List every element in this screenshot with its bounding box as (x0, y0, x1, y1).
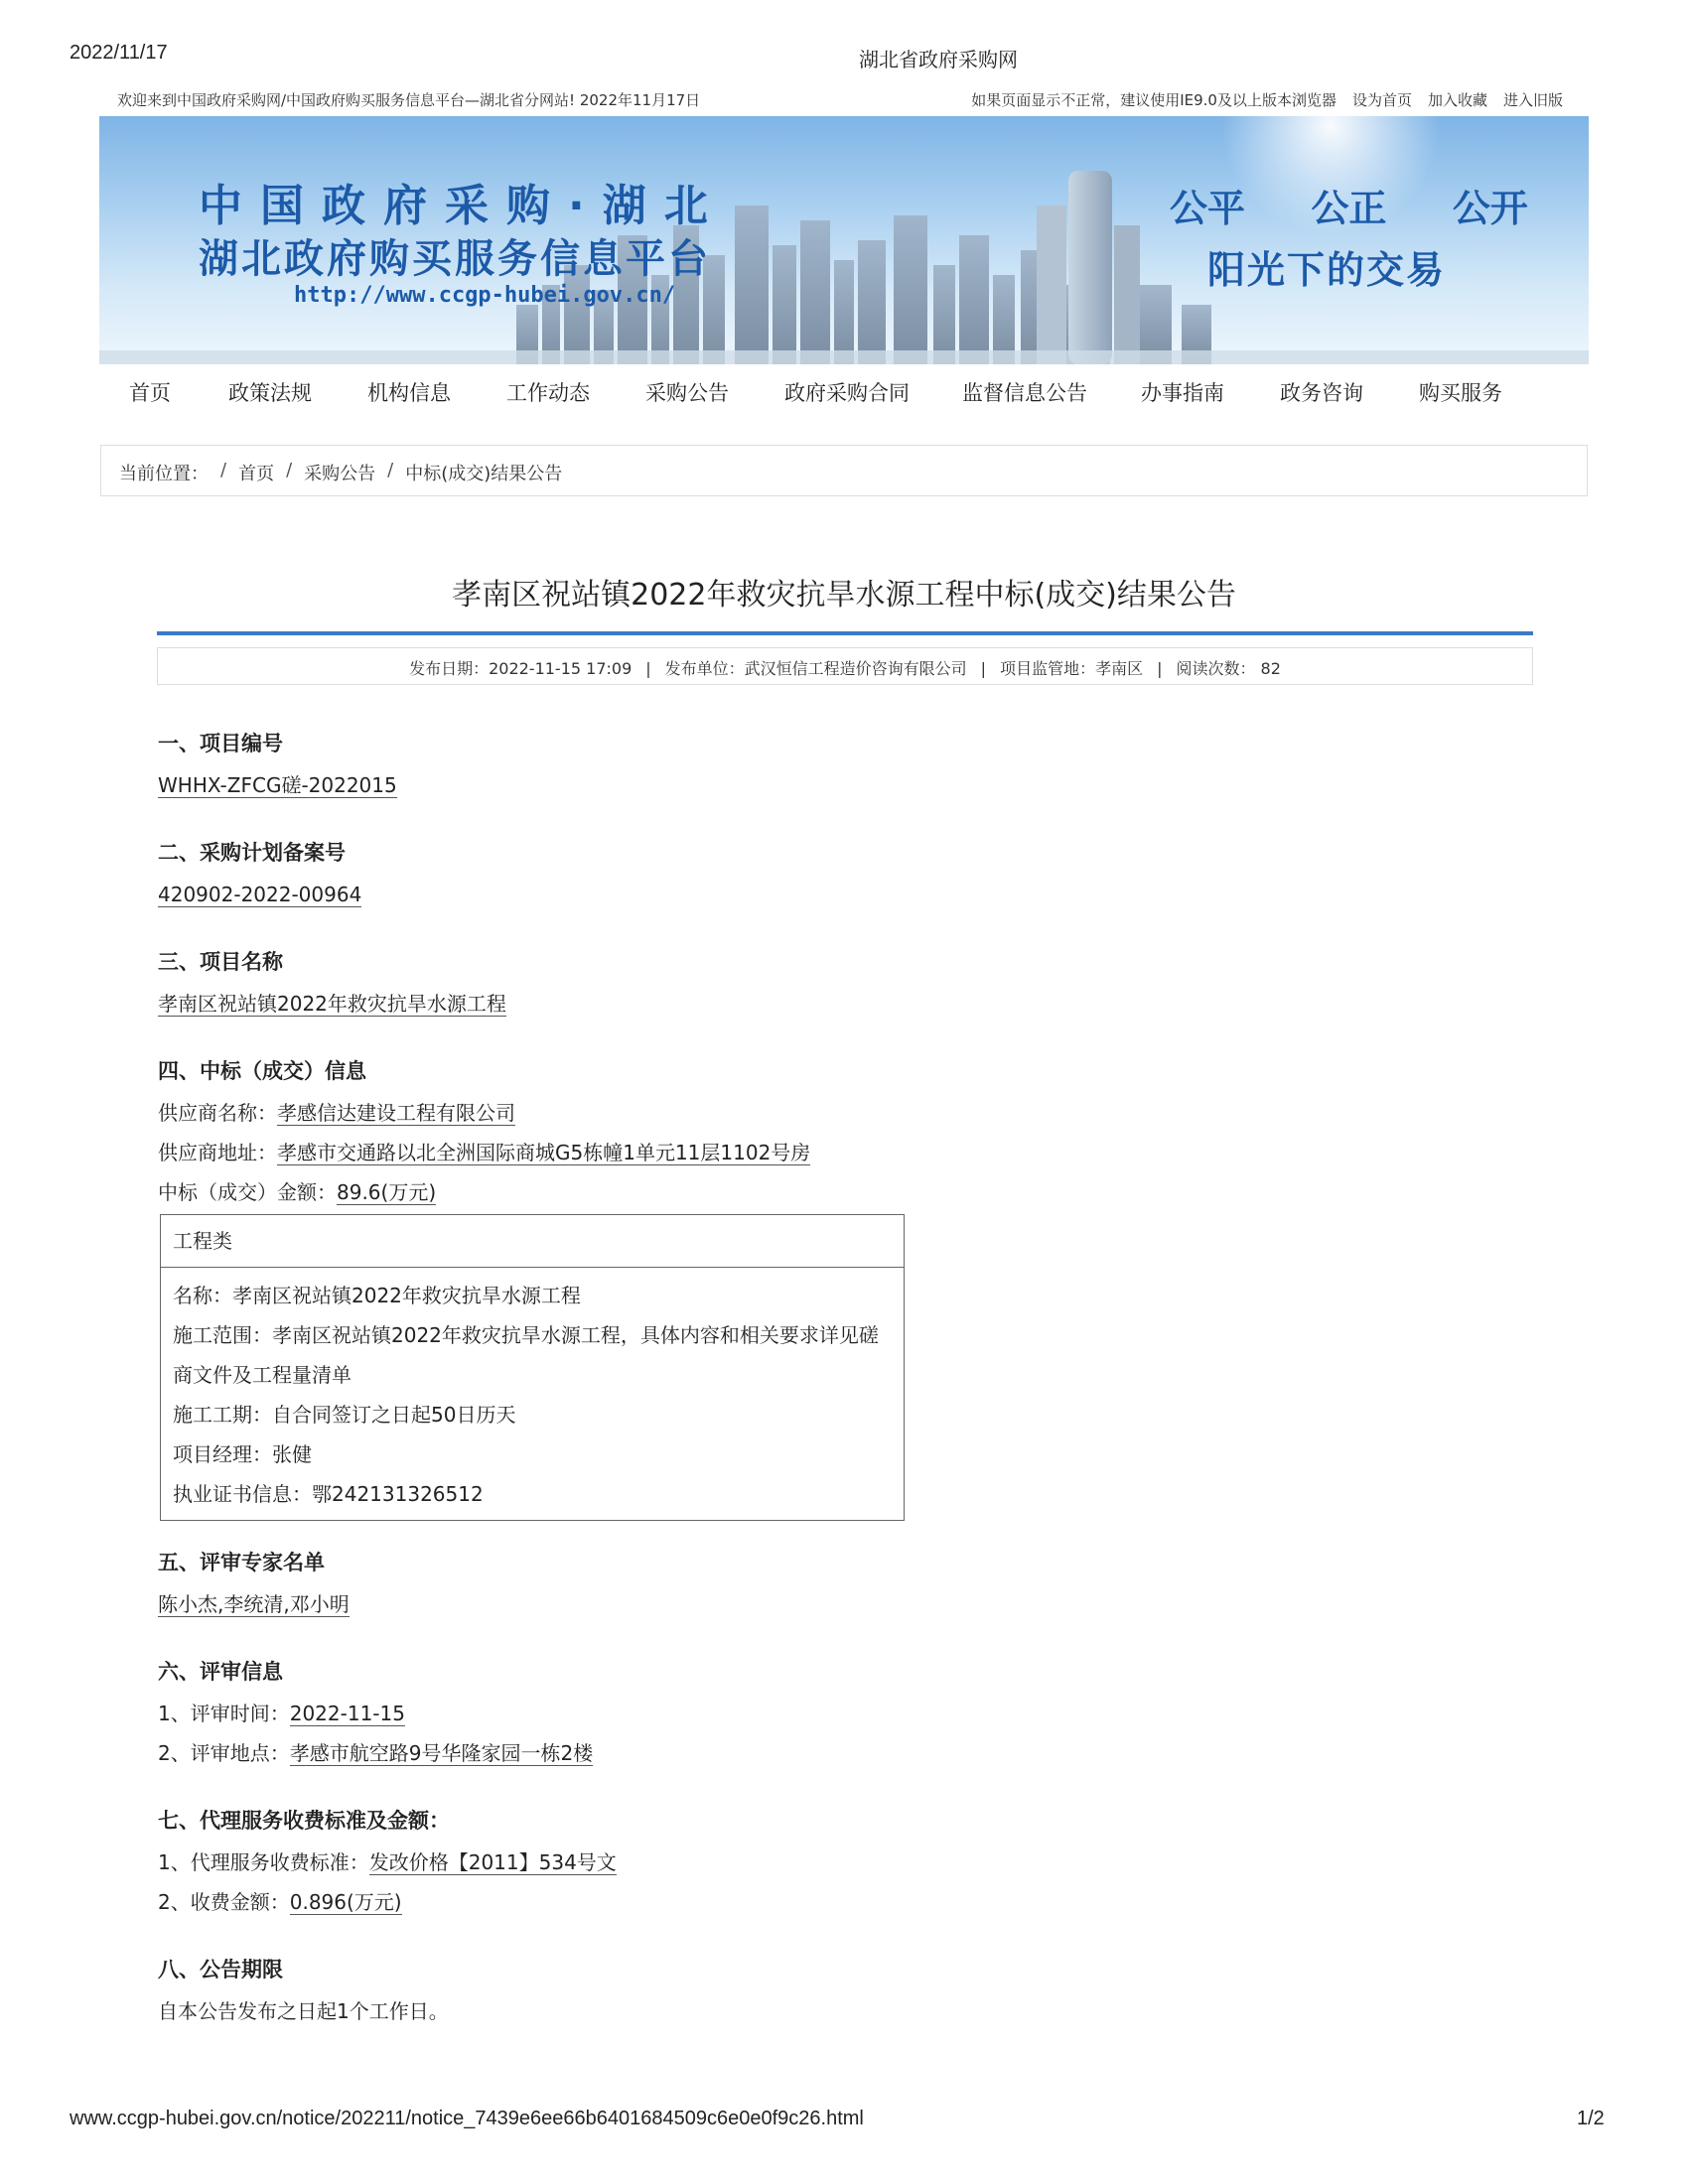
print-date: 2022/11/17 (70, 42, 168, 64)
project-number: WHHX-ZFCG磋-2022015 (158, 773, 397, 797)
print-url: www.ccgp-hubei.gov.cn/notice/202211/notice_7439e6ee66b6401684509c6e0e0f9c26.html (70, 2108, 864, 2129)
title-divider (157, 631, 1533, 635)
expert-list: 陈小杰,李统清,邓小明 (158, 1592, 350, 1616)
section-heading-project-name: 三、项目名称 (158, 950, 283, 974)
nav-item-procurement-notices[interactable]: 采购公告 (645, 381, 729, 405)
main-nav (99, 369, 1589, 413)
article-body (158, 726, 1528, 2035)
view-count: 阅读次数： 82 (1176, 659, 1281, 678)
top-bar-right (971, 89, 1563, 110)
banner-slogan: 公平 公正 公开 (1170, 187, 1528, 230)
supplier-address: 孝感市交通路以北全洲国际商城G5栋幢1单元11层1102号房 (277, 1141, 811, 1164)
banner-title: 中国政府采购·湖北 (199, 181, 726, 231)
meta-separator: | (1157, 659, 1163, 678)
nav-item-supervision[interactable]: 监督信息公告 (962, 381, 1087, 405)
add-favorite-link[interactable]: 加入收藏 (1427, 91, 1487, 109)
browser-notice: 如果页面显示不正常，建议使用IE9.0及以上版本浏览器 (971, 91, 1336, 109)
review-time-label: 1、评审时间： (158, 1702, 290, 1725)
review-place-label: 2、评审地点： (158, 1741, 290, 1765)
breadcrumb-separator: / (387, 460, 394, 480)
section-heading-plan-number: 二、采购计划备案号 (158, 841, 346, 865)
nav-item-institutions[interactable]: 机构信息 (367, 381, 451, 405)
table-row: 施工工期：自合同签订之日起50日历天 (173, 1403, 516, 1427)
table-header: 工程类 (161, 1215, 904, 1268)
award-amount-label: 中标（成交）金额： (158, 1180, 337, 1204)
breadcrumb (100, 445, 1588, 496)
print-page-title: 湖北省政府采购网 (859, 48, 1018, 71)
project-name: 孝南区祝站镇2022年救灾抗旱水源工程 (158, 992, 506, 1016)
nav-item-work-news[interactable]: 工作动态 (506, 381, 590, 405)
section-heading-project-number: 一、项目编号 (158, 732, 283, 755)
supplier-address-label: 供应商地址： (158, 1141, 277, 1164)
nav-item-guide[interactable]: 办事指南 (1141, 381, 1224, 405)
nav-item-contracts[interactable]: 政府采购合同 (784, 381, 910, 405)
banner-subtitle: 湖北政府购买服务信息平台 (199, 236, 711, 282)
review-place: 孝感市航空路9号华隆家园一栋2楼 (289, 1741, 594, 1765)
publisher: 发布单位：武汉恒信工程造价咨询有限公司 (664, 659, 967, 678)
section-heading-review: 六、评审信息 (158, 1660, 283, 1684)
plan-number: 420902-2022-00964 (158, 883, 362, 906)
table-row: 项目经理：张健 (173, 1442, 312, 1466)
meta-separator: | (980, 659, 987, 678)
review-time: 2022-11-15 (289, 1702, 405, 1725)
project-details-table (160, 1214, 905, 1521)
header-banner (99, 116, 1589, 364)
breadcrumb-notices[interactable]: 采购公告 (304, 464, 376, 484)
breadcrumb-separator: / (286, 460, 293, 480)
breadcrumb-home[interactable]: 首页 (238, 464, 275, 484)
top-bar (99, 87, 1589, 113)
section-heading-experts: 五、评审专家名单 (158, 1551, 325, 1574)
set-homepage-link[interactable]: 设为首页 (1351, 91, 1412, 109)
banner-url: http://www.ccgp-hubei.gov.cn/ (294, 283, 676, 308)
section-heading-period: 八、公告期限 (158, 1958, 283, 1981)
meta-separator: | (645, 659, 651, 678)
nav-item-policy[interactable]: 政策法规 (228, 381, 312, 405)
fee-amount-label: 2、收费金额： (158, 1890, 290, 1914)
nav-item-home[interactable]: 首页 (129, 381, 171, 405)
table-row: 商文件及工程量清单 (173, 1363, 352, 1387)
table-row: 施工范围：孝南区祝站镇2022年救灾抗旱水源工程，具体内容和相关要求详见磋 (173, 1323, 879, 1347)
breadcrumb-label: 当前位置： (119, 464, 209, 484)
section-heading-award-info: 四、中标（成交）信息 (158, 1059, 366, 1083)
table-row: 名称：孝南区祝站镇2022年救灾抗旱水源工程 (173, 1284, 581, 1307)
notice-period: 自本公告发布之日起1个工作日。 (158, 1999, 449, 2023)
banner-slogan-2: 阳光下的交易 (1207, 248, 1447, 292)
nav-item-consulting[interactable]: 政务咨询 (1280, 381, 1363, 405)
award-amount: 89.6(万元) (337, 1180, 437, 1204)
breadcrumb-separator: / (220, 460, 227, 480)
supplier-name: 孝感信达建设工程有限公司 (277, 1101, 515, 1125)
old-version-link[interactable]: 进入旧版 (1502, 91, 1563, 109)
fee-standard: 发改价格【2011】534号文 (368, 1850, 617, 1874)
print-page-number: 1/2 (1577, 2108, 1605, 2129)
section-heading-fees: 七、代理服务收费标准及金额： (158, 1809, 450, 1833)
publish-date: 发布日期：2022-11-15 17:09 (409, 659, 633, 678)
supervision-region: 项目监管地：孝南区 (1000, 659, 1144, 678)
fee-standard-label: 1、代理服务收费标准： (158, 1850, 369, 1874)
article-meta (157, 647, 1533, 685)
breadcrumb-current[interactable]: 中标(成交)结果公告 (405, 464, 563, 484)
fee-amount: 0.896(万元) (289, 1890, 402, 1914)
article-title: 孝南区祝站镇2022年救灾抗旱水源工程中标(成交)结果公告 (452, 578, 1236, 613)
table-row: 执业证书信息：鄂242131326512 (173, 1482, 484, 1506)
supplier-name-label: 供应商名称： (158, 1101, 277, 1125)
nav-item-purchase-services[interactable]: 购买服务 (1419, 381, 1502, 405)
welcome-text: 欢迎来到中国政府采购网/中国政府购买服务信息平台—湖北省分网站! 2022年11月17日 (117, 91, 701, 109)
